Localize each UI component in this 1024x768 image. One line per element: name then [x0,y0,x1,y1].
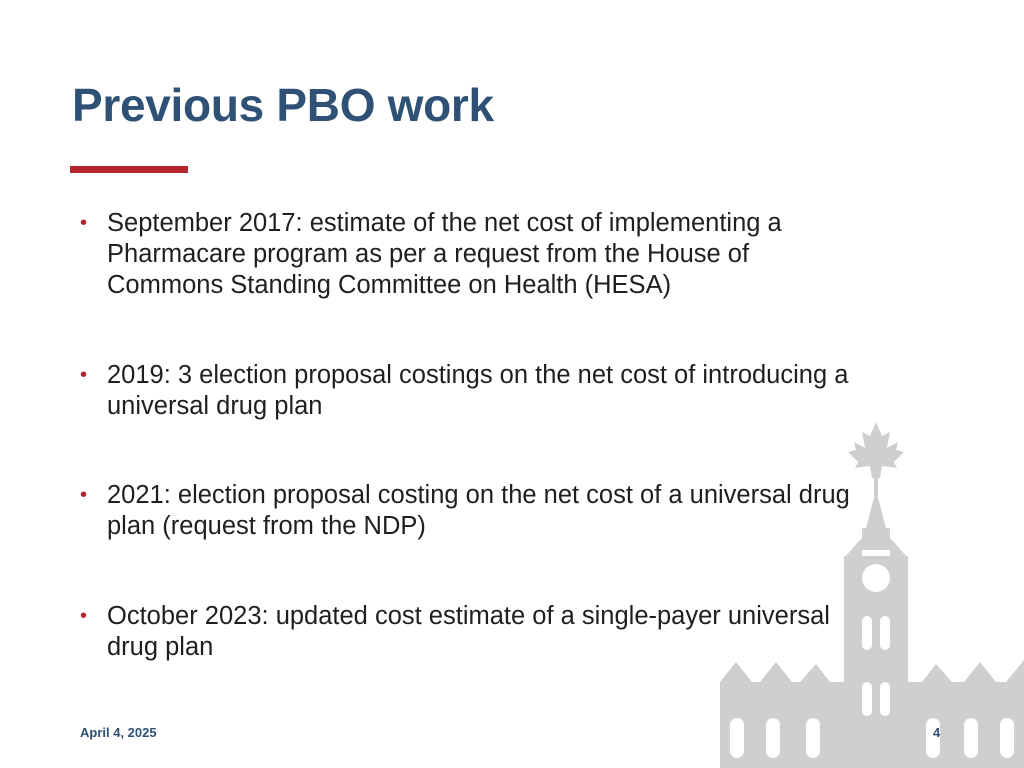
bullet-item-hesa-2017 [80,208,950,301]
title-accent-rule [70,166,188,173]
bullet-text: 2021: election proposal costing on the net cost of a universal drug plan (request from the NDP) [107,481,850,540]
bullet-item-2023 [80,601,950,663]
bullet-marker: • [80,605,88,627]
page-number: 4 [933,725,941,740]
bullet-text: October 2023: updated cost estimate of a single-payer universal drug plan [107,602,830,661]
bullet-item-2019 [80,360,950,422]
bullet-text: 2019: 3 election proposal costings on the net cost of introducing a universal drug plan [107,361,849,420]
parliament-watermark-icon [720,420,1024,768]
slide-title: Previous PBO work [72,79,494,131]
bullet-text: September 2017: estimate of the net cost of implementing a Pharmacare program as per a request from the House of Commons Standing Committee on Health (HESA) [107,209,782,299]
bullet-item-2021 [80,480,950,542]
bullet-marker: • [80,212,88,234]
footer-date: April 4, 2025 [80,725,157,740]
bullet-marker: • [80,364,88,386]
bullet-marker: • [80,484,88,506]
